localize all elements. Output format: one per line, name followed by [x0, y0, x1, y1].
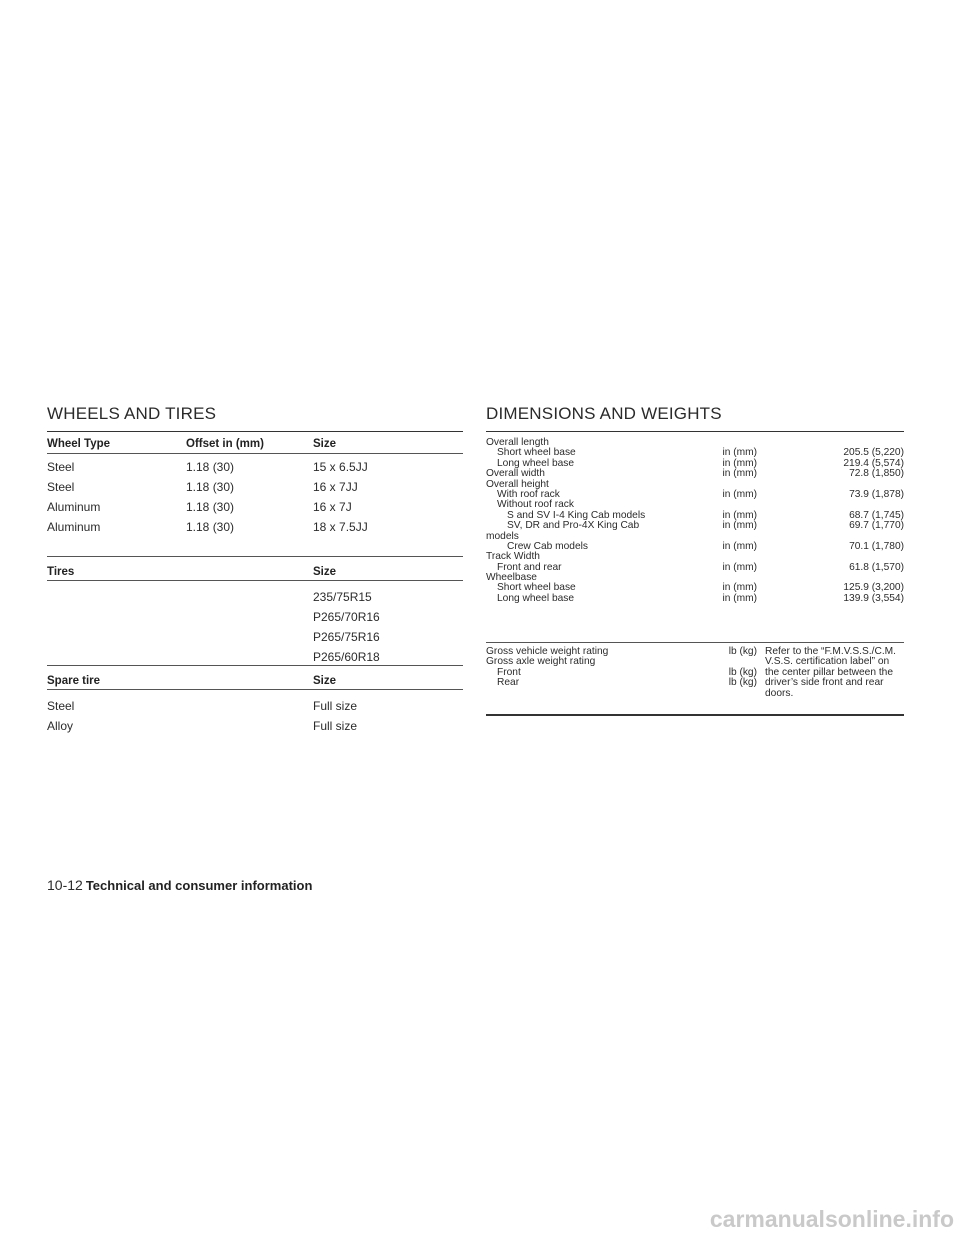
- size-cell: 18 x 7.5JJ: [313, 520, 368, 534]
- dimensions-title-rule: [486, 431, 904, 432]
- dimensions-section-title: DIMENSIONS AND WEIGHTS: [486, 404, 722, 423]
- dimension-value: 219.4 (5,574): [843, 457, 904, 469]
- spare-table-header: [47, 671, 463, 691]
- table-row: [486, 542, 904, 552]
- dimensions-bottom-rule: [486, 714, 904, 716]
- col-header-spare-tire: Spare tire: [47, 675, 101, 687]
- weight-unit: lb (kg): [728, 677, 757, 689]
- tire-size-cell: P265/60R18: [313, 650, 380, 664]
- table-row: [486, 521, 904, 531]
- table-row: [47, 517, 463, 537]
- wheel-type-cell: Aluminum: [47, 520, 101, 534]
- dimension-label: Crew Cab models: [507, 540, 588, 552]
- dimension-unit: in (mm): [722, 457, 757, 469]
- spare-table-body: [47, 696, 463, 736]
- tires-table-body: [47, 587, 463, 667]
- table-row: [47, 457, 463, 477]
- table-row: [47, 647, 463, 667]
- wheel-table-header: [47, 434, 463, 454]
- dimension-value: 69.7 (1,770): [849, 520, 904, 532]
- table-row: [47, 477, 463, 497]
- dimension-label: Without roof rack: [497, 499, 574, 511]
- table-row: [47, 627, 463, 647]
- table-row: [486, 563, 904, 573]
- table-row: [486, 459, 904, 469]
- dimension-unit: in (mm): [722, 488, 757, 500]
- dimension-unit: in (mm): [722, 540, 757, 552]
- dimension-unit: in (mm): [722, 561, 757, 573]
- dimension-value: 68.7 (1,745): [849, 509, 904, 521]
- dimension-value: 73.9 (1,878): [849, 488, 904, 500]
- weight-label: Gross vehicle weight rating: [486, 646, 609, 657]
- dimension-label: With roof rack: [497, 488, 560, 500]
- table-row: [47, 607, 463, 627]
- dimension-label: models: [486, 530, 519, 542]
- dimension-label: SV, DR and Pro-4X King Cab: [507, 520, 640, 532]
- wheel-header-rule: [47, 453, 463, 454]
- dimension-value: 70.1 (1,780): [849, 540, 904, 552]
- offset-cell: 1.18 (30): [186, 460, 235, 474]
- table-row: [486, 469, 904, 479]
- spare-tire-table: [47, 671, 463, 691]
- dimension-label: Wheelbase: [486, 572, 537, 584]
- col-header-wheel-type: Wheel Type: [47, 438, 111, 450]
- spare-size-cell: Full size: [313, 719, 358, 733]
- offset-cell: 1.18 (30): [186, 480, 235, 494]
- spare-table-top-rule: [47, 665, 463, 666]
- dimension-unit: in (mm): [722, 447, 757, 459]
- size-cell: 16 x 7JJ: [313, 480, 358, 494]
- tires-table: [47, 562, 463, 582]
- spare-size-cell: Full size: [313, 699, 358, 713]
- table-row: [47, 497, 463, 517]
- weight-unit: lb (kg): [728, 646, 757, 657]
- col-header-size: Size: [313, 438, 337, 450]
- tires-table-top-rule: [47, 556, 463, 557]
- dimension-label: Short wheel base: [497, 447, 576, 459]
- page-number: 10-12: [47, 877, 83, 893]
- wheel-type-cell: Steel: [47, 460, 75, 474]
- tires-header-rule: [47, 580, 463, 581]
- col-header-offset: Offset in (mm): [186, 438, 264, 450]
- wheels-section-title: WHEELS AND TIRES: [47, 404, 217, 423]
- dimension-unit: in (mm): [722, 582, 757, 594]
- tires-table-header: [47, 562, 463, 582]
- dimension-unit: in (mm): [722, 509, 757, 521]
- weight-label: Rear: [497, 677, 520, 689]
- dimension-value: 139.9 (3,554): [843, 592, 904, 604]
- dimension-label: Short wheel base: [497, 582, 576, 594]
- dimension-label: Front and rear: [497, 561, 562, 573]
- weight-label: Front: [497, 666, 521, 678]
- spare-type-cell: Alloy: [47, 719, 74, 733]
- certification-label-note: Refer to the “F.M.V.S.S./C.M. V.S.S. certification label” on the center pillar between the driver’s side front and rear doors.: [765, 646, 896, 699]
- page-footer: [47, 877, 312, 895]
- weights-table: [486, 646, 904, 699]
- table-row: [486, 594, 904, 604]
- weights-divider-rule: [486, 642, 904, 643]
- dimension-label: Track Width: [486, 551, 540, 563]
- dimension-label: S and SV I-4 King Cab models: [507, 509, 646, 521]
- dimension-unit: in (mm): [722, 468, 757, 480]
- wheel-table-body: [47, 457, 463, 537]
- tire-size-cell: 235/75R15: [313, 590, 372, 604]
- size-cell: 15 x 6.5JJ: [313, 460, 368, 474]
- size-cell: 16 x 7J: [313, 500, 352, 514]
- dimension-label: Overall height: [486, 478, 549, 490]
- tire-size-cell: P265/75R16: [313, 630, 380, 644]
- weight-label: Gross axle weight rating: [486, 656, 596, 668]
- dimension-value: 205.5 (5,220): [843, 447, 904, 459]
- dimension-label: Long wheel base: [497, 592, 575, 604]
- col-header-tire-size: Size: [313, 566, 337, 578]
- dimensions-table: [486, 438, 904, 604]
- spare-header-rule: [47, 689, 463, 690]
- dimension-unit: in (mm): [722, 520, 757, 532]
- dimension-value: 125.9 (3,200): [843, 582, 904, 594]
- table-row: [47, 716, 463, 736]
- dimension-value: 61.8 (1,570): [849, 561, 904, 573]
- offset-cell: 1.18 (30): [186, 520, 235, 534]
- offset-cell: 1.18 (30): [186, 500, 235, 514]
- wheel-type-table: [47, 434, 463, 454]
- watermark: carmanualsonline.info: [709, 1206, 954, 1232]
- tire-size-cell: P265/70R16: [313, 610, 380, 624]
- wheel-type-cell: Steel: [47, 480, 75, 494]
- col-header-spare-size: Size: [313, 675, 337, 687]
- dimension-value: 72.8 (1,850): [849, 468, 904, 480]
- weight-unit: lb (kg): [728, 666, 757, 678]
- wheel-type-cell: Aluminum: [47, 500, 101, 514]
- spare-type-cell: Steel: [47, 699, 75, 713]
- section-title: Technical and consumer information: [85, 878, 313, 893]
- table-row: [47, 587, 463, 607]
- dimension-label: Overall length: [486, 437, 549, 448]
- dimension-label: Overall width: [486, 468, 545, 480]
- dimension-unit: in (mm): [722, 592, 757, 604]
- dimension-label: Long wheel base: [497, 457, 575, 469]
- wheels-title-rule: [47, 431, 463, 432]
- col-header-tires: Tires: [47, 566, 75, 578]
- table-row: [47, 696, 463, 716]
